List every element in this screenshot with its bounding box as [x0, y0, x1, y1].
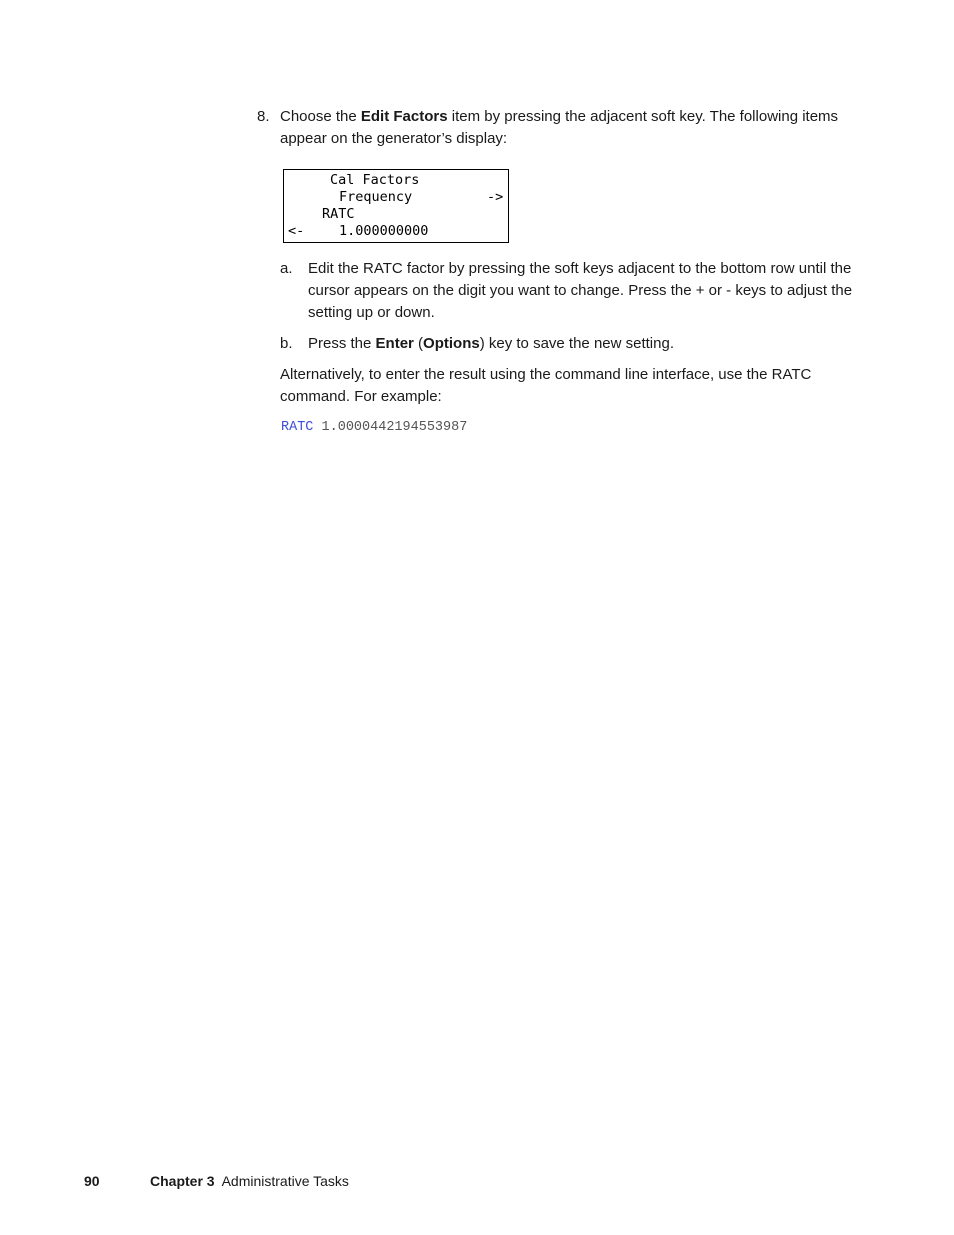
display-line-frequency: Frequency: [339, 189, 413, 205]
substep-b-text-mid: (: [413, 335, 424, 352]
code-command: RATC: [281, 420, 314, 435]
substep-b-text-before: Press the: [308, 335, 376, 352]
substep-a-text: Edit the RATC factor by pressing the soft keys adjacent to the bottom row until the cursor appears on the digit you want to change. Press the + or - keys to adjust the setting up or down.: [308, 260, 853, 321]
code-example: [281, 420, 467, 435]
substep-b-text-after: ) key to save the new setting.: [479, 335, 674, 352]
chapter-label: Chapter 3: [150, 1173, 215, 1189]
substep-b-bold-options: Options: [423, 335, 480, 352]
step-text-before: Choose the: [280, 108, 361, 125]
substep-b-bold-enter: Enter: [375, 335, 414, 352]
display-left-arrow: <-: [288, 223, 305, 239]
code-argument: 1.0000442194553987: [321, 420, 468, 435]
chapter-title: Administrative Tasks: [221, 1173, 349, 1189]
display-value: 1.000000000: [339, 223, 429, 239]
display-right-arrow: ->: [487, 189, 504, 205]
step-text-after: item by pressing the adjacent soft key. The following items appear on the generator’s display:: [280, 108, 839, 147]
step-number: 8.: [257, 108, 270, 125]
display-line-ratc: RATC: [322, 206, 355, 222]
substep-b-text: [308, 333, 883, 355]
alternative-paragraph: Alternatively, to enter the result using the command line interface, use the RATC command. For example:: [280, 366, 812, 405]
substep-b-letter: b.: [280, 335, 293, 352]
step-instruction: [280, 106, 880, 150]
page-number: 90: [84, 1173, 100, 1189]
running-footer: [150, 1173, 349, 1189]
generator-display: [283, 169, 509, 243]
display-line-title: Cal Factors: [330, 172, 420, 188]
step-bold-term: Edit Factors: [360, 108, 448, 125]
substep-a-letter: a.: [280, 260, 293, 277]
